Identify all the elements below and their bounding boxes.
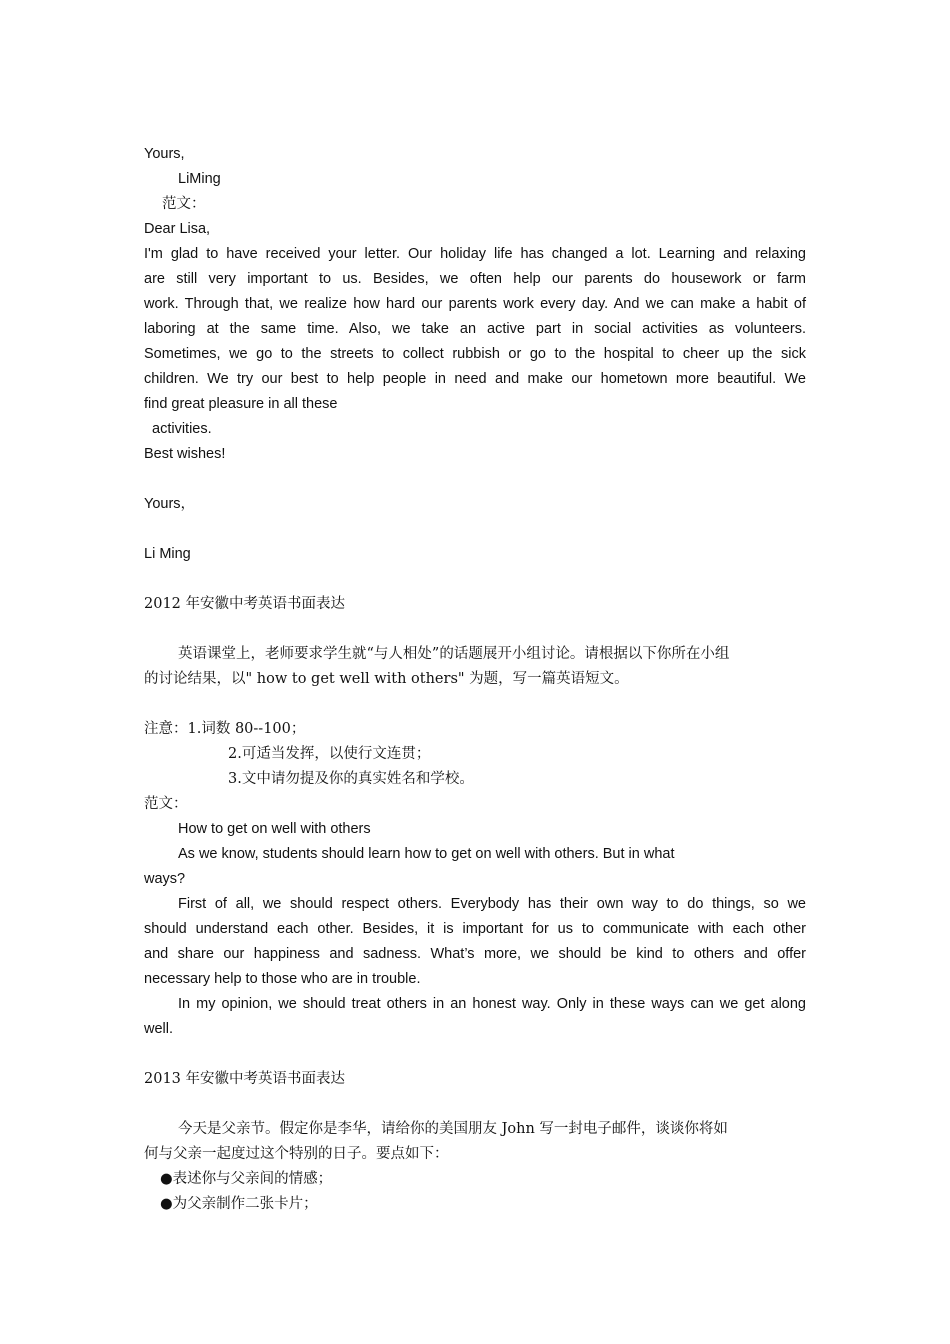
letter1-closing: Yours, bbox=[144, 146, 185, 162]
essay-para3: In my opinion, we should treat others in an honest way. Only in these ways can we get along bbox=[178, 996, 806, 1012]
spacer bbox=[144, 692, 806, 717]
spacer bbox=[144, 567, 806, 592]
section2012-notes-label: 注意：1.词数 80--100； bbox=[144, 721, 306, 737]
sample1-closing: Yours， bbox=[144, 496, 196, 512]
sample1-body-line: children. We try our best to help people in need and make our hometown more beautiful. We bbox=[144, 371, 806, 387]
sample1-body-line: Sometimes, we go to the streets to collect rubbish or go to the hospital to cheer up the sick bbox=[144, 346, 806, 362]
essay-para2: necessary help to those who are in trouble. bbox=[144, 971, 421, 987]
sample1-body-line: are still very important to us. Besides, we often help our parents do housework or farm bbox=[144, 271, 806, 287]
sample1-greeting: Dear Lisa, bbox=[144, 221, 211, 237]
section2012-sample-label: 范文： bbox=[144, 796, 188, 812]
document-page bbox=[144, 142, 806, 1217]
section2012-prompt: 英语课堂上，老师要求学生就“与人相处”的话题展开小组讨论。请根据以下你所在小组 bbox=[178, 646, 730, 662]
essay-para2: should understand each other. Besides, it is important for us to communicate with each other bbox=[144, 921, 806, 937]
essay-para1: As we know, students should learn how to get on well with others. But in what bbox=[178, 846, 675, 862]
spacer bbox=[144, 517, 806, 542]
letter1-signature: LiMing bbox=[178, 171, 221, 187]
sample1-body-line: I'm glad to have received your letter. Our holiday life has changed a lot. Learning and relaxing bbox=[144, 246, 806, 262]
sample1-label: 范文： bbox=[162, 196, 206, 212]
section2013-title: 2013 年安徽中考英语书面表达 bbox=[144, 1071, 346, 1087]
spacer bbox=[144, 1042, 806, 1067]
section2013-bullet: ●为父亲制作二张卡片； bbox=[160, 1196, 318, 1212]
spacer bbox=[144, 617, 806, 642]
section2013-prompt: 何与父亲一起度过这个特别的日子。要点如下： bbox=[144, 1146, 449, 1162]
essay-title: How to get on well with others bbox=[178, 821, 371, 837]
sample1-body-line: work. Through that, we realize how hard our parents work every day. And we can make a habit of bbox=[144, 296, 806, 312]
essay-para1: ways? bbox=[144, 871, 186, 887]
essay-para2: First of all, we should respect others. Everybody has their own way to do things, so we bbox=[178, 896, 806, 912]
sample1-signature: Li Ming bbox=[144, 546, 191, 562]
sample1-body-line: laboring at the same time. Also, we take an active part in social activities as volunteers. bbox=[144, 321, 806, 337]
sample1-body-tail2: activities. bbox=[152, 421, 212, 437]
essay-para2: and share our happiness and sadness. What’s more, we should be kind to others and offer bbox=[144, 946, 806, 962]
sample1-body-tail: find great pleasure in all these bbox=[144, 396, 338, 412]
section2012-note: 2.可适当发挥，以使行文连贯； bbox=[228, 746, 431, 762]
sample1-wishes: Best wishes! bbox=[144, 446, 226, 462]
section2012-title: 2012 年安徽中考英语书面表达 bbox=[144, 596, 346, 612]
spacer bbox=[144, 1092, 806, 1117]
spacer bbox=[144, 467, 806, 492]
section2012-prompt: 的讨论结果，以" how to get well with others" 为题，写一篇英语短文。 bbox=[144, 671, 629, 687]
section2012-note: 3.文中请勿提及你的真实姓名和学校。 bbox=[228, 771, 474, 787]
section2013-prompt: 今天是父亲节。假定你是李华，请给你的美国朋友 John 写一封电子邮件，谈谈你将如 bbox=[178, 1121, 728, 1137]
essay-para3: well. bbox=[144, 1021, 174, 1037]
section2013-bullet: ●表述你与父亲间的情感； bbox=[160, 1171, 333, 1187]
